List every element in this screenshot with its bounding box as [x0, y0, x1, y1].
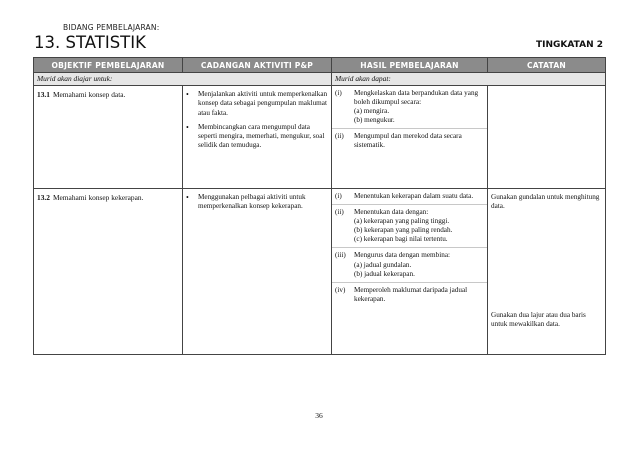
- outcome-item: [332, 86, 487, 129]
- activity-text: Membincangkan cara mengumpul data seperti mengira, memerhati, mengukur, soal selidik dan temuduga.: [198, 122, 325, 150]
- objective-text: Memahami konsep kekerapan.: [52, 193, 144, 202]
- activity-text: Menggunakan pelbagai aktiviti untuk memperkenalkan konsep kekerapan.: [198, 193, 306, 211]
- outcome-number: (iii): [335, 251, 346, 260]
- outcome-text: Mengurus data dengan membina:: [354, 251, 451, 260]
- activity-item: [186, 193, 328, 212]
- col-aktiviti: CADANGAN AKTIVITI P&P: [183, 58, 332, 73]
- outcome-number: (i): [335, 192, 342, 200]
- outcome-cell: [332, 189, 488, 355]
- col-hasil: HASIL PEMBELAJARAN: [332, 58, 488, 73]
- objective-number: 13.1: [37, 90, 50, 99]
- activity-item: [186, 123, 328, 151]
- outcome-number: (i): [335, 89, 342, 97]
- outcome-sub: (b) kekerapan yang paling rendah.: [354, 226, 453, 235]
- outcome-item: [332, 283, 487, 307]
- outcome-number: (iv): [335, 285, 346, 294]
- murid-row: [34, 73, 606, 86]
- notes-text: Gunakan dua lajur atau dua baris untuk mewakilkan data.: [491, 311, 586, 329]
- outcome-text: Menentukan data dengan:: [354, 208, 429, 217]
- outcome-sub: (c) kekerapan bagi nilai tertentu.: [354, 235, 448, 244]
- outcome-item: [332, 248, 487, 282]
- activity-text: Menjalankan aktiviti untuk memperkenalkan konsep data sebagai pengumpulan maklumat atau fakta.: [198, 90, 328, 117]
- murid-dapat: Murid akan dapat:: [332, 73, 606, 86]
- outcome-number: (ii): [335, 132, 344, 141]
- outcome-item: [332, 205, 487, 248]
- activity-cell: [183, 86, 332, 189]
- outcome-item: [332, 129, 487, 153]
- outcome-text: Memperoleh maklumat daripada jadual kekerapan.: [354, 285, 468, 303]
- notes-cell: [488, 86, 606, 189]
- outcome-sub: (a) jadual gundalan.: [354, 260, 412, 269]
- header-row: [34, 58, 606, 73]
- objective-cell: [34, 86, 183, 189]
- outcome-number: (ii): [335, 208, 344, 217]
- lesson-plan-table: [33, 57, 606, 355]
- bullet-icon: •: [186, 122, 189, 132]
- activity-item: [186, 90, 328, 118]
- outcome-sub: (b) mengukur.: [354, 116, 395, 125]
- page-title: 13. STATISTIK: [34, 33, 146, 52]
- outcome-item: [332, 189, 487, 205]
- table-row: [34, 189, 606, 355]
- objective-text: Memahami konsep data.: [52, 90, 126, 99]
- table-row: [34, 86, 606, 189]
- bullet-icon: •: [186, 90, 189, 99]
- col-objektif: OBJEKTIF PEMBELAJARAN: [34, 58, 183, 73]
- notes-text: Gunakan gundalan untuk menghitung data.: [491, 193, 600, 211]
- outcome-cell: [332, 86, 488, 189]
- objective-number: 13.2: [37, 193, 50, 202]
- outcome-sub: (b) jadual kekerapan.: [354, 269, 415, 278]
- col-catatan: CATATAN: [488, 58, 606, 73]
- grade-label: TINGKATAN 2: [536, 40, 603, 50]
- outcome-sub: (a) mengira.: [354, 107, 390, 116]
- outcome-sub: (a) kekerapan yang paling tinggi.: [354, 217, 450, 226]
- bullet-icon: •: [186, 193, 189, 202]
- outcome-text: Menentukan kekerapan dalam suatu data.: [354, 192, 474, 200]
- bidang-label: BIDANG PEMBELAJARAN:: [63, 23, 160, 32]
- murid-diajar: Murid akan diajar untuk:: [34, 73, 332, 86]
- activity-cell: [183, 189, 332, 355]
- outcome-text: Mengumpul dan merekod data secara sistematik.: [354, 132, 462, 150]
- page-number: 36: [315, 411, 323, 420]
- notes-cell: [488, 189, 606, 355]
- outcome-text: Mengkelaskan data berpandukan data yang boleh dikumpul secara:: [354, 89, 479, 107]
- objective-cell: [34, 189, 183, 355]
